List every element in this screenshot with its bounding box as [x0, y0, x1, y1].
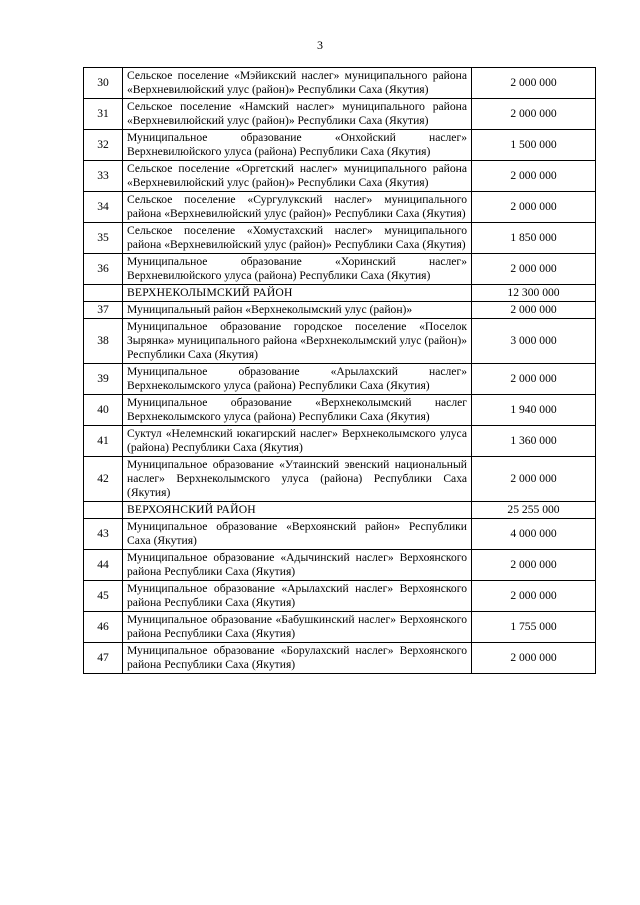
- amount: 2 000 000: [472, 161, 596, 192]
- amount: 2 000 000: [472, 254, 596, 285]
- entity-name: Муниципальное образование «Бабушкинский наслег» Верхоянского района Республики Саха (Якутия): [123, 612, 472, 643]
- region-header-row: [84, 285, 596, 302]
- table-row: [84, 643, 596, 674]
- row-number: 45: [84, 581, 123, 612]
- row-number: 30: [84, 68, 123, 99]
- table-row: [84, 130, 596, 161]
- row-number: [84, 285, 123, 302]
- table-row: [84, 519, 596, 550]
- entity-name: Муниципальное образование городское поселение «Поселок Зырянка» муниципального района «Верхнеколымский улус (район)» Республики Саха (Якутия): [123, 319, 472, 364]
- region-total-amount: 25 255 000: [472, 502, 596, 519]
- region-header-row: [84, 502, 596, 519]
- row-number: 46: [84, 612, 123, 643]
- amount: 1 940 000: [472, 395, 596, 426]
- row-number: 39: [84, 364, 123, 395]
- table-row: [84, 395, 596, 426]
- amount: 3 000 000: [472, 319, 596, 364]
- row-number: 32: [84, 130, 123, 161]
- entity-name: Муниципальное образование «Борулахский наслег» Верхоянского района Республики Саха (Якутия): [123, 643, 472, 674]
- amount: 1 755 000: [472, 612, 596, 643]
- amount: 4 000 000: [472, 519, 596, 550]
- table-row: [84, 161, 596, 192]
- entity-name: Сельское поселение «Мэйикский наслег» муниципального района «Верхневилюйский улус (район)» Республики Саха (Якутия): [123, 68, 472, 99]
- row-number: 33: [84, 161, 123, 192]
- amount: 2 000 000: [472, 364, 596, 395]
- region-name: ВЕРХНЕКОЛЫМСКИЙ РАЙОН: [123, 285, 472, 302]
- amount: 1 360 000: [472, 426, 596, 457]
- table-row: [84, 302, 596, 319]
- entity-name: Сельское поселение «Хомустахский наслег» муниципального района «Верхневилюйский улус (район)» Республики Саха (Якутия): [123, 223, 472, 254]
- entity-name: Муниципальное образование «Онхойский наслег» Верхневилюйского улуса (района) Республики Саха (Якутия): [123, 130, 472, 161]
- table-row: [84, 612, 596, 643]
- amount: 2 000 000: [472, 550, 596, 581]
- funding-table: [83, 67, 596, 674]
- region-name: ВЕРХОЯНСКИЙ РАЙОН: [123, 502, 472, 519]
- table-row: [84, 364, 596, 395]
- table-row: [84, 99, 596, 130]
- table-row: [84, 223, 596, 254]
- table-row: [84, 457, 596, 502]
- entity-name: Сельское поселение «Намский наслег» муниципального района «Верхневилюйский улус (район)» Республики Саха (Якутия): [123, 99, 472, 130]
- amount: 1 850 000: [472, 223, 596, 254]
- page-number: 3: [317, 38, 323, 52]
- amount: 2 000 000: [472, 68, 596, 99]
- row-number: 38: [84, 319, 123, 364]
- row-number: 40: [84, 395, 123, 426]
- table-row: [84, 426, 596, 457]
- region-total-amount: 12 300 000: [472, 285, 596, 302]
- row-number: 36: [84, 254, 123, 285]
- entity-name: Муниципальное образование «Верхнеколымский наслег Верхнеколымского улуса (района) Республики Саха (Якутия): [123, 395, 472, 426]
- amount: 2 000 000: [472, 99, 596, 130]
- amount: 1 500 000: [472, 130, 596, 161]
- entity-name: Сельское поселение «Сургулукский наслег» муниципального района «Верхневилюйский улус (район)» Республики Саха (Якутия): [123, 192, 472, 223]
- amount: 2 000 000: [472, 643, 596, 674]
- row-number: 31: [84, 99, 123, 130]
- amount: 2 000 000: [472, 457, 596, 502]
- row-number: 37: [84, 302, 123, 319]
- table-row: [84, 254, 596, 285]
- entity-name: Муниципальное образование «Утаинский эвенский национальный наслег» Верхнеколымского улуса (района) Республики Саха (Якутия): [123, 457, 472, 502]
- entity-name: Муниципальное образование «Арылахский наслег» Верхнеколымского улуса (района) Республики Саха (Якутия): [123, 364, 472, 395]
- row-number: 42: [84, 457, 123, 502]
- table-row: [84, 581, 596, 612]
- row-number: 41: [84, 426, 123, 457]
- row-number: 34: [84, 192, 123, 223]
- entity-name: Муниципальный район «Верхнеколымский улус (район)»: [123, 302, 472, 319]
- row-number: 43: [84, 519, 123, 550]
- entity-name: Суктул «Нелемнский юкагирский наслег» Верхнеколымского улуса (района) Республики Саха (Якутия): [123, 426, 472, 457]
- row-number: 44: [84, 550, 123, 581]
- table-row: [84, 68, 596, 99]
- entity-name: Сельское поселение «Оргетский наслег» муниципального района «Верхневилюйский улус (район)» Республики Саха (Якутия): [123, 161, 472, 192]
- entity-name: Муниципальное образование «Хоринский наслег» Верхневилюйского улуса (района) Республики Саха (Якутия): [123, 254, 472, 285]
- entity-name: Муниципальное образование «Адычинский наслег» Верхоянского района Республики Саха (Якутия): [123, 550, 472, 581]
- amount: 2 000 000: [472, 192, 596, 223]
- table-row: [84, 192, 596, 223]
- table-row: [84, 550, 596, 581]
- funding-table-body: [84, 68, 596, 674]
- row-number: 47: [84, 643, 123, 674]
- entity-name: Муниципальное образование «Арылахский наслег» Верхоянского района Республики Саха (Якутия): [123, 581, 472, 612]
- amount: 2 000 000: [472, 302, 596, 319]
- amount: 2 000 000: [472, 581, 596, 612]
- row-number: [84, 502, 123, 519]
- table-row: [84, 319, 596, 364]
- entity-name: Муниципальное образование «Верхоянский район» Республики Саха (Якутия): [123, 519, 472, 550]
- row-number: 35: [84, 223, 123, 254]
